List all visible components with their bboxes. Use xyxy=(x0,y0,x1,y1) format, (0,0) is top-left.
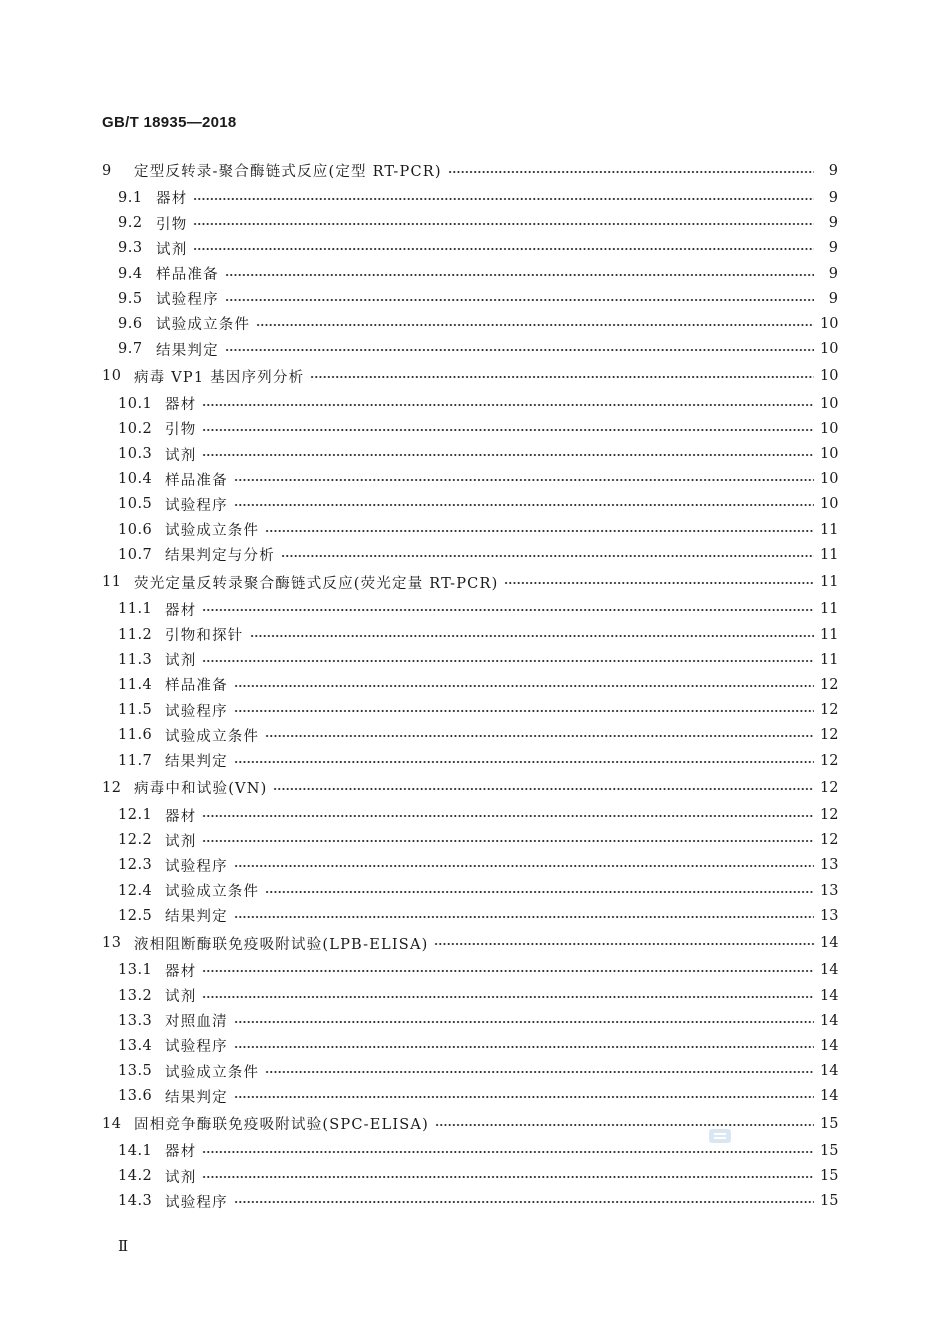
toc-entry-page: 15 xyxy=(820,1115,839,1132)
toc-section-entry[interactable] xyxy=(102,983,838,1008)
toc-dot-leader xyxy=(202,404,814,406)
toc-entry-page: 11 xyxy=(820,651,839,668)
toc-dot-leader xyxy=(234,479,814,481)
toc-dot-leader xyxy=(504,582,814,584)
watermark-icon xyxy=(708,1126,732,1146)
toc-section-entry[interactable] xyxy=(102,236,838,261)
toc-section-entry[interactable] xyxy=(102,672,838,697)
toc-section-entry[interactable] xyxy=(102,311,838,336)
toc-entry-title: 器材 xyxy=(165,963,197,980)
toc-entry-title: 试验程序 xyxy=(156,292,219,309)
toc-entry-title: 试剂 xyxy=(165,653,197,670)
toc-section-entry[interactable] xyxy=(102,647,838,672)
toc-entry-page: 12 xyxy=(820,752,839,769)
toc-entry-page: 10 xyxy=(820,341,839,358)
toc-section-entry[interactable] xyxy=(102,748,838,773)
toc-entry-number: 12.4 xyxy=(118,882,153,899)
toc-entry-number: 12.2 xyxy=(118,832,153,849)
toc-section-entry[interactable] xyxy=(102,1189,838,1214)
toc-entry-number: 12.3 xyxy=(118,857,153,874)
toc-section-entry[interactable] xyxy=(102,853,838,878)
toc-entry-number: 11.7 xyxy=(118,752,153,769)
toc-entry-number: 14 xyxy=(102,1115,122,1132)
toc-entry-page: 9 xyxy=(828,290,838,307)
toc-section-entry[interactable] xyxy=(102,1033,838,1058)
toc-entry-page: 9 xyxy=(828,162,838,179)
toc-section-entry[interactable] xyxy=(102,698,838,723)
toc-entry-page: 14 xyxy=(820,1088,839,1105)
toc-entry-number: 11 xyxy=(102,574,122,591)
toc-entry-page: 10 xyxy=(820,315,839,332)
toc-entry-page: 14 xyxy=(820,1037,839,1054)
toc-entry-page: 12 xyxy=(820,807,839,824)
toc-entry-number: 14.1 xyxy=(118,1142,153,1159)
toc-entry-number: 12.1 xyxy=(118,807,153,824)
toc-section-entry[interactable] xyxy=(102,597,838,622)
toc-chapter-entry[interactable] xyxy=(102,928,838,957)
toc-dot-leader xyxy=(202,970,814,972)
toc-section-entry[interactable] xyxy=(102,542,838,567)
table-of-contents xyxy=(102,156,838,1214)
toc-dot-leader xyxy=(202,1176,814,1178)
toc-entry-number: 9.4 xyxy=(118,265,143,282)
toc-entry-title: 器材 xyxy=(165,1144,197,1161)
toc-entry-page: 15 xyxy=(820,1142,839,1159)
toc-entry-title: 荧光定量反转录聚合酶链式反应(荧光定量 RT-PCR) xyxy=(134,575,499,592)
toc-dot-leader xyxy=(234,761,814,763)
toc-entry-page: 11 xyxy=(820,521,839,538)
toc-entry-page: 13 xyxy=(820,907,839,924)
toc-entry-page: 9 xyxy=(828,189,838,206)
toc-entry-number: 10.3 xyxy=(118,446,153,463)
toc-entry-title: 试剂 xyxy=(165,447,197,464)
toc-entry-title: 结果判定与分析 xyxy=(165,548,275,565)
toc-dot-leader xyxy=(234,1201,814,1203)
toc-section-entry[interactable] xyxy=(102,337,838,362)
toc-section-entry[interactable] xyxy=(102,416,838,441)
toc-dot-leader xyxy=(193,198,814,200)
toc-entry-title: 试验成立条件 xyxy=(165,523,260,540)
toc-entry-number: 10.6 xyxy=(118,521,153,538)
toc-dot-leader xyxy=(202,429,814,431)
toc-entry-number: 13 xyxy=(102,935,122,952)
toc-entry-page: 11 xyxy=(820,546,839,563)
toc-entry-page: 14 xyxy=(820,935,839,952)
toc-entry-page: 13 xyxy=(820,857,839,874)
toc-dot-leader xyxy=(234,1046,814,1048)
toc-dot-leader xyxy=(202,609,814,611)
toc-section-entry[interactable] xyxy=(102,492,838,517)
toc-dot-leader xyxy=(265,891,814,893)
toc-entry-page: 14 xyxy=(820,962,839,979)
toc-entry-title: 试验程序 xyxy=(165,497,228,514)
toc-section-entry[interactable] xyxy=(102,1164,838,1189)
toc-section-entry[interactable] xyxy=(102,622,838,647)
toc-section-entry[interactable] xyxy=(102,1084,838,1109)
toc-section-entry[interactable] xyxy=(102,391,838,416)
toc-entry-page: 12 xyxy=(820,702,839,719)
toc-entry-title: 试验程序 xyxy=(165,1039,228,1056)
toc-entry-title: 试验成立条件 xyxy=(165,1064,260,1081)
toc-entry-title: 结果判定 xyxy=(165,909,228,926)
toc-entry-page: 11 xyxy=(820,601,839,618)
toc-dot-leader xyxy=(234,685,814,687)
toc-entry-title: 器材 xyxy=(156,191,188,208)
toc-entry-title: 试剂 xyxy=(156,241,188,258)
toc-entry-page: 11 xyxy=(820,574,839,591)
toc-entry-page: 10 xyxy=(820,395,839,412)
toc-dot-leader xyxy=(281,555,814,557)
toc-entry-number: 10.1 xyxy=(118,395,153,412)
toc-dot-leader xyxy=(265,1071,814,1073)
toc-entry-title: 样品准备 xyxy=(165,472,228,489)
toc-dot-leader xyxy=(193,248,814,250)
toc-entry-number: 11.1 xyxy=(118,601,153,618)
toc-entry-title: 引物 xyxy=(156,216,188,233)
toc-entry-number: 10 xyxy=(102,368,122,385)
toc-entry-number: 10.2 xyxy=(118,420,153,437)
toc-section-entry[interactable] xyxy=(102,803,838,828)
toc-entry-number: 11.4 xyxy=(118,676,153,693)
toc-entry-number: 10.5 xyxy=(118,496,153,513)
toc-section-entry[interactable] xyxy=(102,1008,838,1033)
toc-entry-title: 结果判定 xyxy=(165,754,228,771)
toc-entry-title: 试验程序 xyxy=(165,703,228,720)
toc-dot-leader xyxy=(234,1021,814,1023)
toc-dot-leader xyxy=(434,943,814,945)
toc-entry-page: 9 xyxy=(828,265,838,282)
toc-entry-number: 9.5 xyxy=(118,290,143,307)
toc-entry-page: 14 xyxy=(820,1063,839,1080)
toc-entry-title: 定型反转录-聚合酶链式反应(定型 RT-PCR) xyxy=(134,164,442,181)
toc-entry-title: 液相阻断酶联免疫吸附试验(LPB-ELISA) xyxy=(134,936,429,953)
toc-entry-page: 10 xyxy=(820,368,839,385)
toc-entry-title: 试验程序 xyxy=(165,858,228,875)
toc-entry-page: 10 xyxy=(820,420,839,437)
standard-code: GB/T 18935—2018 xyxy=(102,114,237,131)
toc-entry-page: 15 xyxy=(820,1168,839,1185)
toc-entry-number: 9.6 xyxy=(118,315,143,332)
toc-entry-page: 10 xyxy=(820,496,839,513)
toc-entry-number: 9.3 xyxy=(118,240,143,257)
toc-entry-title: 器材 xyxy=(165,808,197,825)
toc-entry-page: 10 xyxy=(820,446,839,463)
toc-entry-number: 11.6 xyxy=(118,727,153,744)
toc-entry-title: 试剂 xyxy=(165,989,197,1006)
toc-dot-leader xyxy=(265,530,814,532)
toc-chapter-entry[interactable] xyxy=(102,362,838,391)
toc-entry-page: 9 xyxy=(828,215,838,232)
toc-dot-leader xyxy=(265,735,814,737)
toc-entry-number: 13.3 xyxy=(118,1012,153,1029)
toc-entry-title: 试剂 xyxy=(165,833,197,850)
toc-section-entry[interactable] xyxy=(102,903,838,928)
toc-entry-number: 10.7 xyxy=(118,546,153,563)
toc-entry-title: 样品准备 xyxy=(156,267,219,284)
toc-dot-leader xyxy=(202,1151,814,1153)
toc-section-entry[interactable] xyxy=(102,723,838,748)
toc-entry-number: 11.5 xyxy=(118,702,153,719)
toc-entry-page: 10 xyxy=(820,471,839,488)
toc-section-entry[interactable] xyxy=(102,441,838,466)
toc-entry-title: 结果判定 xyxy=(156,342,219,359)
toc-dot-leader xyxy=(202,840,814,842)
toc-entry-page: 15 xyxy=(820,1193,839,1210)
toc-chapter-entry[interactable] xyxy=(102,773,838,802)
toc-chapter-entry[interactable] xyxy=(102,156,838,185)
toc-section-entry[interactable] xyxy=(102,211,838,236)
toc-dot-leader xyxy=(234,710,814,712)
toc-entry-page: 14 xyxy=(820,1012,839,1029)
toc-entry-title: 器材 xyxy=(165,397,197,414)
toc-entry-title: 试验成立条件 xyxy=(156,317,251,334)
toc-dot-leader xyxy=(202,996,814,998)
toc-entry-number: 14.2 xyxy=(118,1168,153,1185)
page-number: Ⅱ xyxy=(118,1237,129,1255)
toc-entry-page: 12 xyxy=(820,779,839,796)
toc-entry-number: 9.2 xyxy=(118,215,143,232)
toc-section-entry[interactable] xyxy=(102,828,838,853)
toc-section-entry[interactable] xyxy=(102,958,838,983)
toc-entry-number: 9.7 xyxy=(118,341,143,358)
toc-entry-number: 14.3 xyxy=(118,1193,153,1210)
toc-section-entry[interactable] xyxy=(102,261,838,286)
toc-entry-title: 病毒 VP1 基因序列分析 xyxy=(134,369,305,386)
toc-entry-title: 试验成立条件 xyxy=(165,884,260,901)
toc-dot-leader xyxy=(193,223,814,225)
toc-entry-number: 11.2 xyxy=(118,626,153,643)
toc-section-entry[interactable] xyxy=(102,517,838,542)
toc-dot-leader xyxy=(273,788,814,790)
toc-entry-page: 14 xyxy=(820,987,839,1004)
toc-section-entry[interactable] xyxy=(102,878,838,903)
toc-entry-number: 13.5 xyxy=(118,1063,153,1080)
toc-dot-leader xyxy=(234,916,814,918)
toc-section-entry[interactable] xyxy=(102,467,838,492)
toc-entry-number: 13.1 xyxy=(118,962,153,979)
toc-dot-leader xyxy=(234,865,814,867)
toc-entry-page: 9 xyxy=(828,240,838,257)
toc-dot-leader xyxy=(256,324,814,326)
toc-entry-title: 试剂 xyxy=(165,1169,197,1186)
toc-entry-page: 13 xyxy=(820,882,839,899)
toc-entry-number: 9 xyxy=(102,162,112,179)
toc-entry-number: 13.2 xyxy=(118,987,153,1004)
toc-entry-title: 引物 xyxy=(165,422,197,439)
toc-dot-leader xyxy=(202,454,814,456)
toc-entry-number: 12 xyxy=(102,779,122,796)
toc-entry-title: 试验成立条件 xyxy=(165,728,260,745)
toc-dot-leader xyxy=(250,635,815,637)
toc-dot-leader xyxy=(202,815,814,817)
toc-dot-leader xyxy=(234,1096,814,1098)
toc-entry-page: 12 xyxy=(820,676,839,693)
toc-dot-leader xyxy=(435,1124,814,1126)
toc-dot-leader xyxy=(310,376,814,378)
toc-section-entry[interactable] xyxy=(102,185,838,210)
toc-dot-leader xyxy=(202,660,814,662)
toc-entry-title: 固相竞争酶联免疫吸附试验(SPC-ELISA) xyxy=(134,1117,429,1134)
toc-dot-leader xyxy=(234,504,814,506)
toc-entry-page: 11 xyxy=(820,626,839,643)
toc-entry-number: 11.3 xyxy=(118,651,153,668)
toc-entry-number: 12.5 xyxy=(118,907,153,924)
toc-dot-leader xyxy=(225,349,814,351)
toc-entry-title: 对照血清 xyxy=(165,1014,228,1031)
toc-entry-number: 10.4 xyxy=(118,471,153,488)
toc-section-entry[interactable] xyxy=(102,1059,838,1084)
toc-dot-leader xyxy=(448,171,814,173)
toc-entry-title: 结果判定 xyxy=(165,1089,228,1106)
toc-entry-number: 13.4 xyxy=(118,1037,153,1054)
toc-section-entry[interactable] xyxy=(102,286,838,311)
toc-chapter-entry[interactable] xyxy=(102,567,838,596)
toc-entry-number: 9.1 xyxy=(118,189,143,206)
toc-entry-title: 试验程序 xyxy=(165,1194,228,1211)
toc-entry-page: 12 xyxy=(820,832,839,849)
toc-entry-title: 器材 xyxy=(165,602,197,619)
toc-entry-title: 样品准备 xyxy=(165,678,228,695)
toc-dot-leader xyxy=(225,299,814,301)
toc-entry-page: 12 xyxy=(820,727,839,744)
toc-entry-title: 引物和探针 xyxy=(165,628,244,645)
toc-dot-leader xyxy=(225,274,814,276)
toc-entry-number: 13.6 xyxy=(118,1088,153,1105)
toc-entry-title: 病毒中和试验(VN) xyxy=(134,781,268,798)
